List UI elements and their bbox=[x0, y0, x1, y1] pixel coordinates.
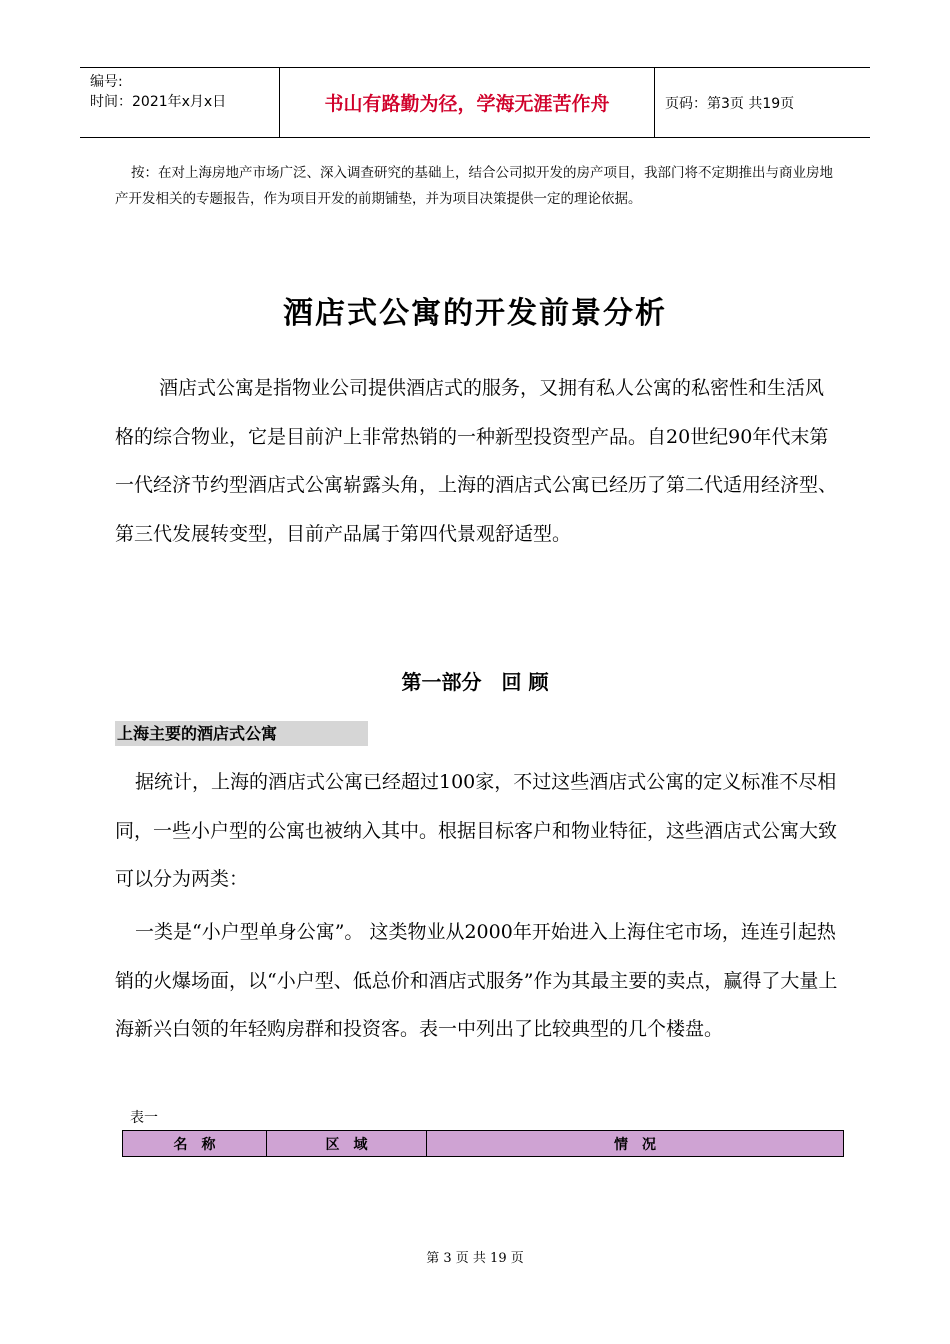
motto: 书山有路勤为径，学海无涯苦作舟 bbox=[280, 68, 655, 137]
table-header-name: 名 称 bbox=[123, 1131, 267, 1156]
editor-note: 按：在对上海房地产市场广泛、深入调查研究的基础上，结合公司拟开发的房产项目，我部门将不定期推出与商业房地产开发相关的专题报告，作为项目开发的前期铺垫，并为项目决策提供一定的理论依据。 bbox=[115, 165, 833, 207]
table-header-status: 情 况 bbox=[614, 1136, 656, 1153]
paragraph-small-apartments: 一类是“小户型单身公寓”。 这类物业从2000年开始进入上海住宅市场，连连引起热销的火爆场面，以“小户型、低总价和酒店式服务”作为其最主要的卖点，赢得了大量上海新兴白领的年轻购房群和投资客。表一中列出了比较典型的几个楼盘。 bbox=[115, 921, 838, 1040]
page-footer: 第 3 页 共 19 页 bbox=[426, 1251, 524, 1266]
header-meta-cell bbox=[80, 68, 280, 137]
header-table bbox=[80, 67, 870, 138]
section-heading: 上海主要的酒店式公寓 bbox=[115, 721, 368, 746]
time-label: 时间：2021年x月x日 bbox=[90, 94, 227, 110]
paragraph-statistics: 据统计，上海的酒店式公寓已经超过100家，不过这些酒店式公寓的定义标准不尽相同，一些小户型的公寓也被纳入其中。根据目标客户和物业特征，这些酒店式公寓大致可以分为两类： bbox=[115, 771, 838, 890]
code-label: 编号: bbox=[90, 74, 123, 90]
page-label: 页码：第3页 共19页 bbox=[665, 95, 795, 112]
table-caption: 表一 bbox=[130, 1110, 158, 1126]
intro-paragraph: 酒店式公寓是指物业公司提供酒店式的服务，又拥有私人公寓的私密性和生活风格的综合物业，它是目前沪上非常热销的一种新型投资型产品。自20世纪90年代末第一代经济节约型酒店式公寓崭露头角，上海的酒店式公寓已经历了第二代适用经济型、第三代发展转变型，目前产品属于第四代景观舒适型。 bbox=[115, 377, 838, 545]
table-header-region: 区 域 bbox=[267, 1131, 427, 1156]
part-heading: 第一部分 回 顾 bbox=[401, 670, 549, 694]
document-title: 酒店式公寓的开发前景分析 bbox=[283, 296, 667, 331]
table-header-row bbox=[122, 1130, 844, 1157]
